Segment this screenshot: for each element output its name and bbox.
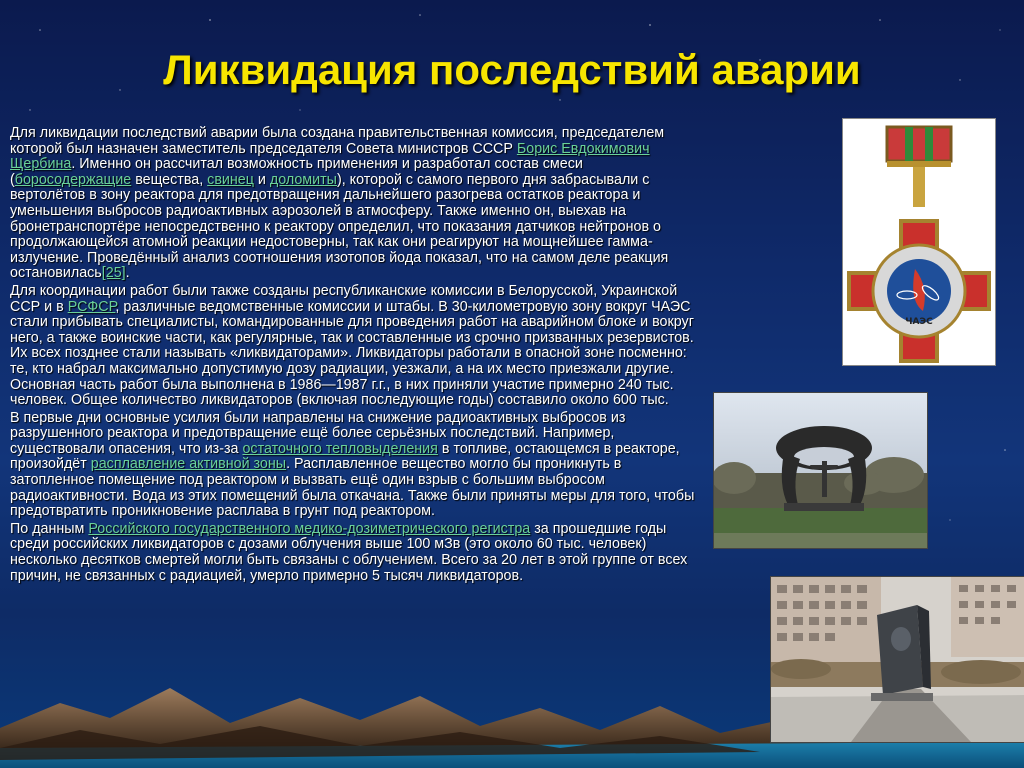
memorial-photo	[713, 392, 928, 549]
slide-title: Ликвидация последствий аварии	[163, 46, 861, 93]
paragraph-4: По данным Российского государственного медико-дозиметрического регистра за прошедшие годы среди российских ликвидаторов с дозами облучения выше 100 мЗв (это около 60 тыс. человек) несколько десятков смертей могли быть связаны с облучением. Всего за 20 лет в этой группе от всех причин, не связанных с радиацией, умерло примерно 5 тысяч ликвидаторов.	[10, 520, 688, 584]
link-svinets[interactable]: свинец	[207, 171, 254, 188]
link-dolomity[interactable]: доломиты	[269, 171, 337, 188]
link-shcherbina[interactable]: Борис Евдокимович Щербина	[10, 140, 650, 173]
link-ostatochnoe-teplovydelenie[interactable]: остаточного тепловыделения	[242, 440, 438, 457]
monument-photo	[770, 576, 1024, 743]
body-text	[10, 126, 705, 586]
link-borosoderzhashchie[interactable]: боросодержащие	[14, 171, 132, 188]
medal-image	[842, 118, 996, 366]
medal-chaes-text: ЧАЭС	[905, 317, 933, 327]
paragraph-3: В первые дни основные усилия были направлены на снижение радиоактивных выбросов из разрушенного реактора и предотвращение ещё более серьёзных последствий. Например, существовали опасения, что из-за остаточного тепловыделения в топливе, остающемся в реакторе, произойдёт расплавление активной зоны. Расплавленное вещество могло бы проникнуть в затопленное помещение под реактором и вызвать ещё один взрыв с большим выбросом радиоактивности. Вода из этих помещений была откачана. Также были приняты меры для того, чтобы предотвратить проникновение расплава в грунт под реактором.	[10, 409, 695, 520]
paragraph-2: Для координации работ были также созданы республиканские комиссии в Белорусской, Украинской ССР и в РСФСР, различные ведомственные комиссии и штабы. В 30-километровую зону вокруг ЧАЭС стали прибывать специалисты, командированные для проведения работ на аварийном блоке и вокруг него, а также воинские части, как регулярные, так и составленные из срочно призванных резервистов. Их всех позднее стали называть «ликвидаторами». Ликвидаторы работали в опасной зоне посменно: те, кто набрал максимально допустимую дозу радиации, уезжали, а на их место приезжали другие. Основная часть работ была выполнена в 1986—1987 г.г., в них приняли участие примерно 240 тыс. человек. Общее количество ликвидаторов (включая последующие годы) составило около 600 тыс.	[10, 282, 694, 409]
paragraph-1: Для ликвидации последствий аварии была создана правительственная комиссия, председателем которой был назначен заместитель председателя Совета министров СССР Борис Евдокимович Щербина. Именно он рассчитал возможность применения и разработал состав смеси (боросодержащие вещества, свинец и доломиты), которой с самого первого дня забрасывали с вертолётов в зону реактора для предотвращения дальнейшего разогрева остатков реактора и уменьшения выбросов радиоактивных аэрозолей в атмосферу. Также именно он, выехав на бронетранспортёре непосредственно к реактору определил, что показания датчиков нейтронов о продолжающейся атомной реакции недостоверны, так как они реагируют на мощнейшее гамма-излучение. Проведённый анализ соотношения изотопов йода показал, что на самом деле реакция остановилась[25].	[10, 125, 669, 282]
link-rsfsr[interactable]: РСФСР	[67, 298, 116, 315]
link-rasplavlenie-aktivnoy-zony[interactable]: расплавление активной зоны	[90, 456, 287, 473]
link-reference-25[interactable]: [25]	[101, 265, 126, 282]
link-registr[interactable]: Российского государственного медико-дозиметрического регистра	[88, 520, 531, 537]
